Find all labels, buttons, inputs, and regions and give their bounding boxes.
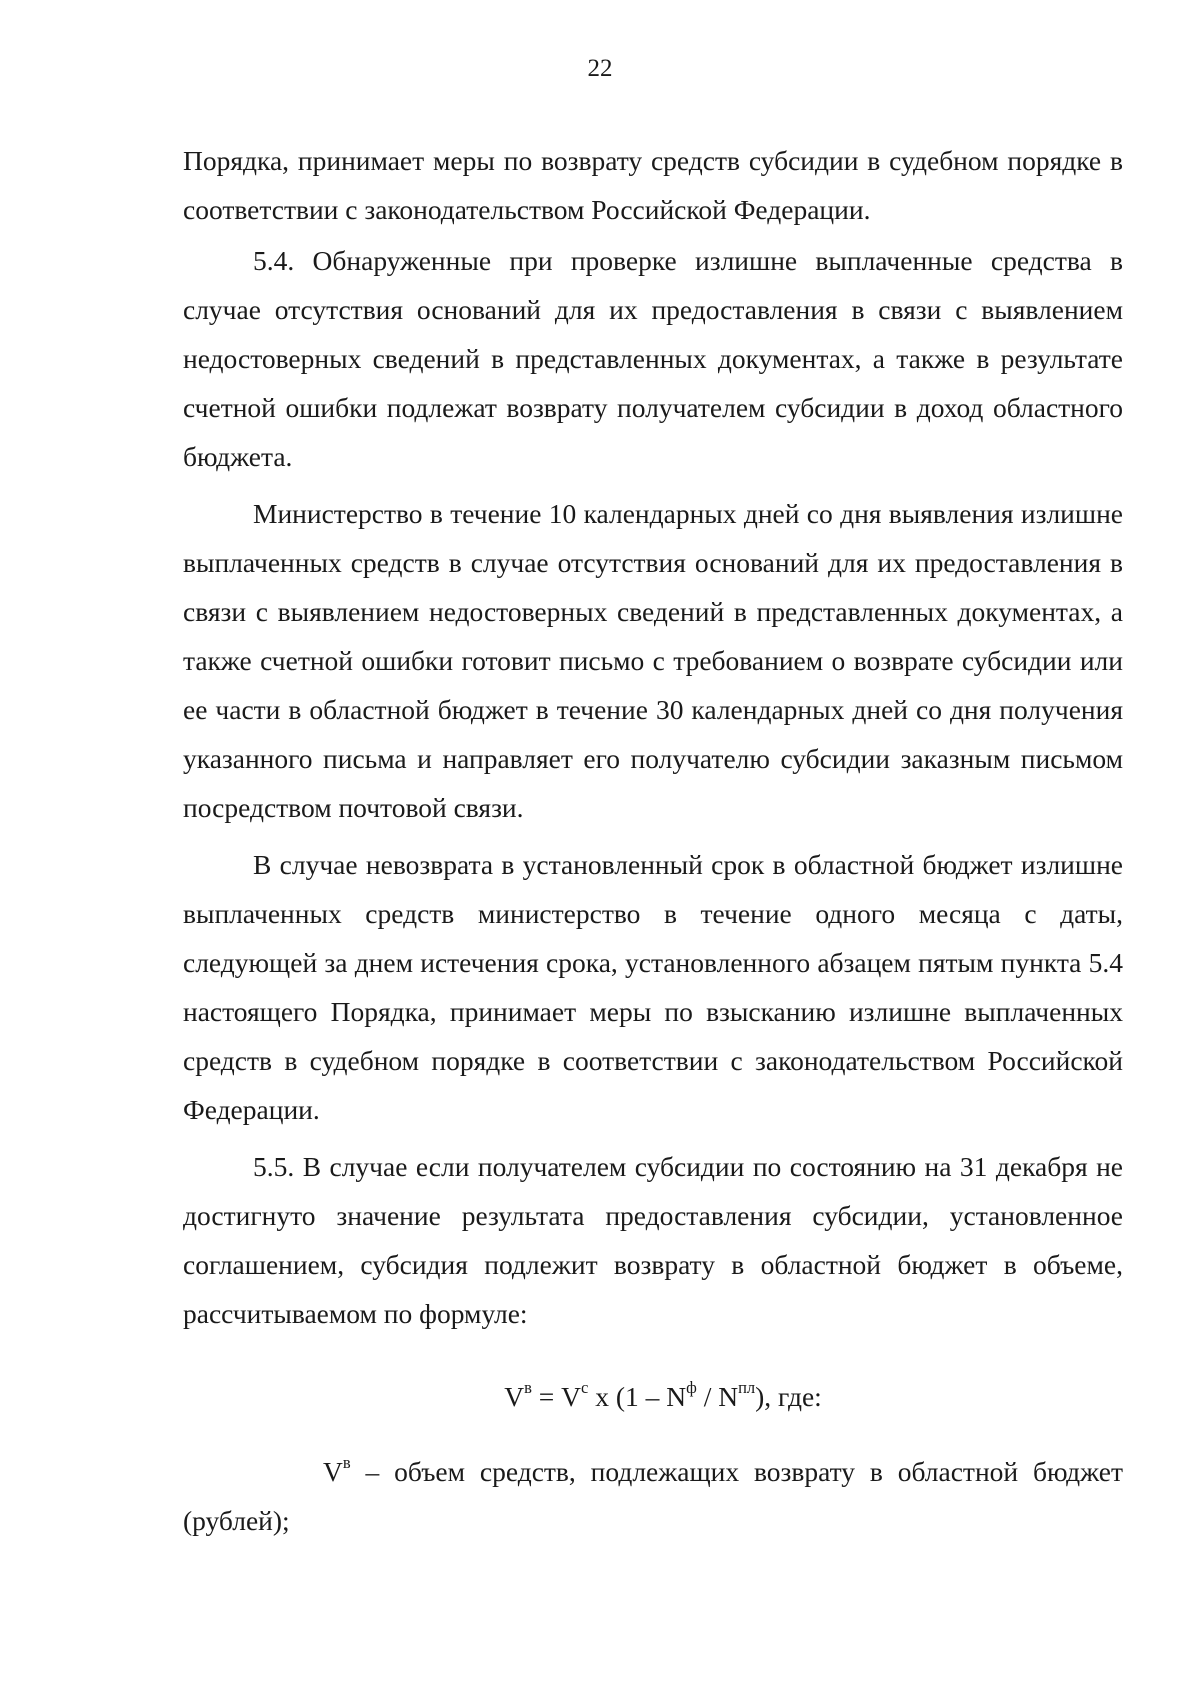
formula-v-superscript: в [524,1378,532,1398]
paragraph-5-4: 5.4. Обнаруженные при проверке излишне выплаченные средства в случае отсутствия оснований для их предоставления в связи с выявлением недостоверных сведений в представленных документах, а также в результате счетной ошибки подлежат возврату получателем субсидии в доход областного бюджета. [183,245,1123,472]
paragraph-ministry-deadline: Министерство в течение 10 календарных дней со дня выявления излишне выплаченных средств в случае отсутствия оснований для их предоставления в связи с выявлением недостоверных сведений в представленных документах, а также счетной ошибки готовит письмо с требованием о возврате субсидии или ее части в областной бюджет в течение 30 календарных дней со дня получения указанного письма и направляет его получателю субсидии заказным письмом посредством почтовой связи. [183,498,1123,823]
definition-vb [183,1447,1123,1545]
formula-middle: x (1 – N [588,1381,687,1412]
paragraph-continuation: Порядка, принимает меры по возврату средств субсидии в судебном порядке в соответствии с законодательством Российской Федерации. [183,145,1123,225]
formula-vc: V [561,1381,581,1412]
formula-tail: ), где: [755,1381,822,1412]
formula-vc-superscript: с [581,1378,589,1398]
formula-slash: / N [696,1381,739,1412]
paragraph-5-5: 5.5. В случае если получателем субсидии по состоянию на 31 декабря не достигнуто значение результата предоставления субсидии, установленное соглашением, субсидия подлежит возврату в областной бюджет в объеме, рассчитываемом по формуле: [183,1151,1123,1329]
definition-symbol [253,1447,351,1496]
formula-equals: = [531,1381,562,1412]
definition-symbol-superscript: в [342,1453,351,1473]
document-body [183,136,1123,1545]
formula-v: V [504,1381,525,1412]
formula-nf-superscript: ф [686,1378,697,1398]
return-formula [183,1372,1123,1421]
definition-text: – объем средств, подлежащих возврату в областной бюджет (рублей); [183,1456,1123,1536]
definition-symbol-letter: V [323,1456,343,1487]
paragraph-non-return: В случае невозврата в установленный срок в областной бюджет излишне выплаченных средств министерство в течение одного месяца с даты, следующей за днем истечения срока, установленного абзацем пятым пункта 5.4 настоящего Порядка, принимает меры по взысканию излишне выплаченных средств в судебном порядке в соответствии с законодательством Российской Федерации. [183,849,1123,1125]
page-number: 22 [587,55,613,82]
formula-npl-superscript: пл [738,1378,756,1398]
